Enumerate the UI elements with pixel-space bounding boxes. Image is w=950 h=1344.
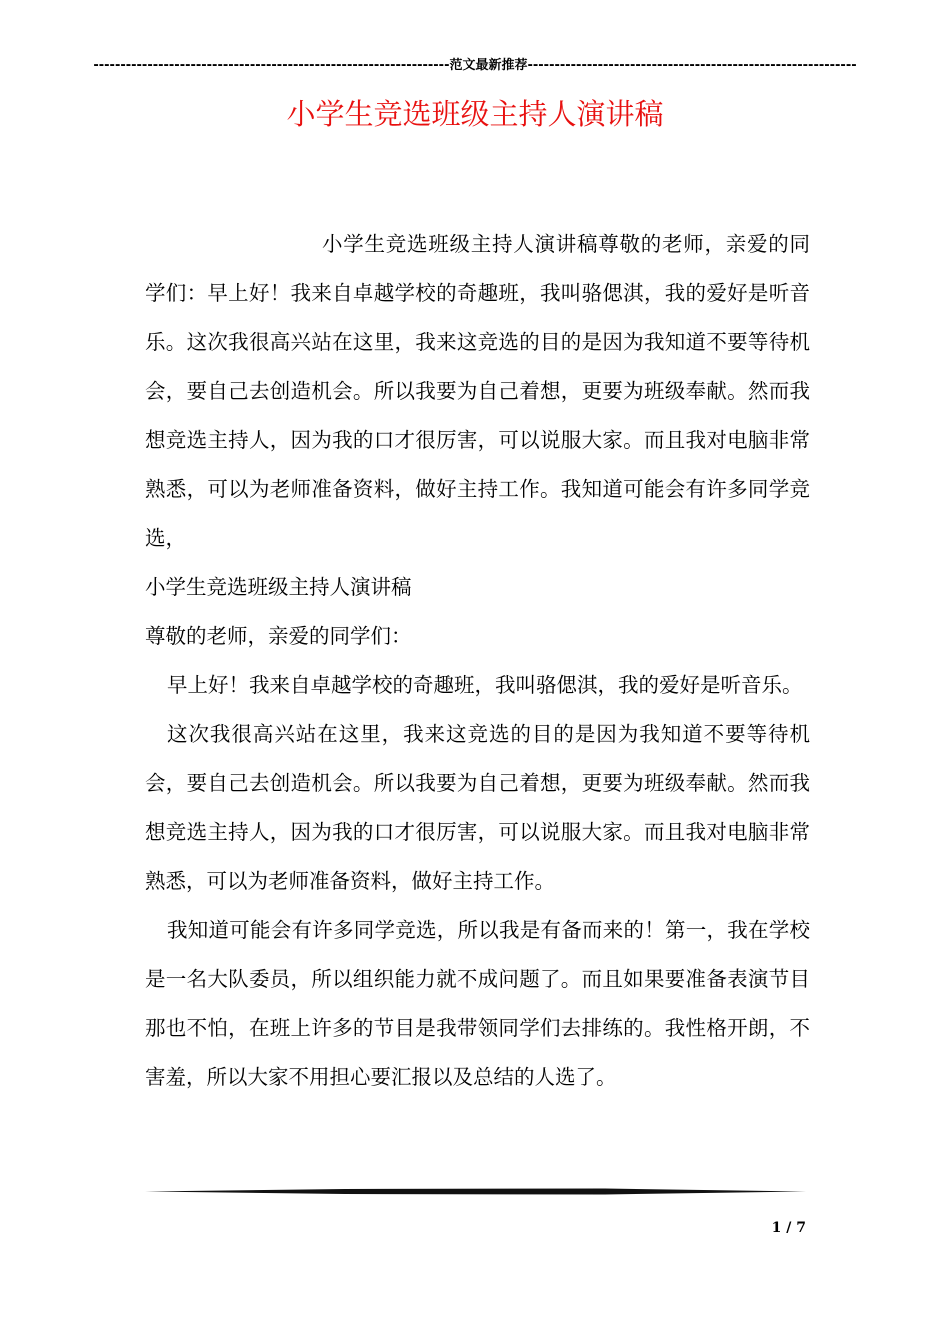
page-header — [0, 54, 950, 73]
body-paragraph-3: 我知道可能会有许多同学竞选，所以我是有备而来的！第一，我在学校是一名大队委员，所以组织能力就不成问题了。而且如果要准备表演节目那也不怕，在班上许多的节目是我带领同学们去排练的。我性格开朗，不害羞，所以大家不用担心要汇报以及总结的人选了。 — [145, 918, 810, 1089]
header-label: 范文最新推荐 — [449, 58, 528, 73]
page-number: 1 / 7 — [771, 1220, 806, 1236]
footer-rule — [145, 1188, 806, 1195]
header-dash-right: ------------------------------------------------------------- — [527, 58, 857, 73]
document-title: 小学生竞选班级主持人演讲稿 — [286, 97, 664, 131]
body-paragraph-1: 早上好！我来自卓越学校的奇趣班，我叫骆偲淇，我的爱好是听音乐。 — [167, 673, 803, 697]
document-body — [145, 220, 810, 1102]
body-paragraph-2: 这次我很高兴站在这里，我来这竞选的目的是因为我知道不要等待机会，要自己去创造机会。所以我要为自己着想，更要为班级奉献。然而我想竞选主持人，因为我的口才很厉害，可以说服大家。而且我对电脑非常熟悉，可以为老师准备资料，做好主持工作。 — [145, 722, 810, 893]
header-dash-left: ------------------------------------------------------------------ — [93, 58, 450, 73]
section-heading: 小学生竞选班级主持人演讲稿 — [145, 575, 412, 599]
summary-paragraph: 小学生竞选班级主持人演讲稿尊敬的老师，亲爱的同学们：早上好！我来自卓越学校的奇趣班，我叫骆偲淇，我的爱好是听音乐。这次我很高兴站在这里，我来这竞选的目的是因为我知道不要等待机会，要自己去创造机会。所以我要为自己着想，更要为班级奉献。然而我想竞选主持人，因为我的口才很厉害，可以说服大家。而且我对电脑非常熟悉，可以为老师准备资料，做好主持工作。我知道可能会有许多同学竞选， — [145, 232, 810, 550]
salutation: 尊敬的老师，亲爱的同学们： — [145, 624, 412, 648]
